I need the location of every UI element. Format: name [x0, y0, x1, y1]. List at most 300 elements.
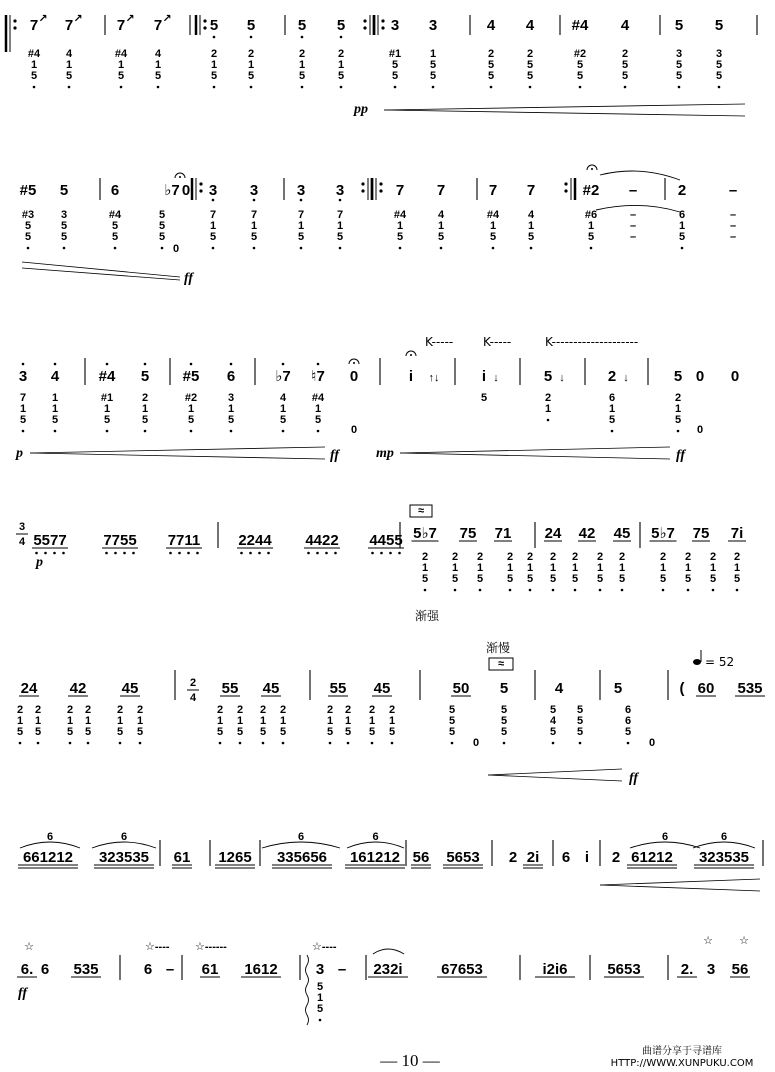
note-group: 61: [173, 849, 191, 866]
chord-note: 5: [236, 726, 244, 738]
chord-note: 2: [476, 551, 484, 563]
note-group: 5577: [33, 532, 67, 549]
octave-dot: [325, 552, 328, 555]
system-2: [20, 165, 738, 286]
chord-note: 5: [549, 704, 557, 716]
chord-note: 1: [549, 562, 557, 574]
grace-mark: ↓: [493, 372, 499, 384]
chord-note: 5: [60, 220, 68, 232]
melody-note: i: [408, 368, 414, 385]
octave-dot: [677, 430, 680, 433]
chord-note: 5: [388, 726, 396, 738]
note-group: 60: [697, 680, 715, 697]
octave-dot: [329, 742, 332, 745]
cresc-lower: [488, 775, 622, 781]
tempo-notehead: [693, 659, 701, 665]
chord-note: 2: [506, 551, 514, 563]
octave-dot: [212, 199, 215, 202]
tuplet-number: 6: [372, 831, 379, 843]
octave-dot: [371, 742, 374, 745]
note-group: 6: [40, 961, 50, 978]
note-group: 45: [613, 525, 631, 542]
rest: 0: [648, 737, 656, 749]
note-group: 24: [20, 680, 38, 697]
grace-mark: ↗: [38, 13, 48, 25]
octave-dot: [157, 86, 160, 89]
chord-note: 2: [259, 704, 267, 716]
repeat-dot: [363, 26, 366, 29]
octave-dot: [44, 552, 47, 555]
tie: [596, 205, 680, 212]
octave-dot: [62, 552, 65, 555]
chord-note: 2: [298, 48, 306, 60]
octave-dot: [87, 742, 90, 745]
chord-note: 5: [421, 573, 429, 585]
chord-note: 2: [236, 704, 244, 716]
dash: –: [629, 209, 637, 221]
chord-note: 1: [396, 220, 404, 232]
note-group: 45: [121, 680, 139, 697]
melody-note: 5: [246, 17, 256, 34]
chord-note: 1: [216, 715, 224, 727]
chord-note: 5: [576, 726, 584, 738]
chord-note: 5: [111, 231, 119, 243]
note-group: 4455: [369, 532, 403, 549]
chord-note: 1: [136, 715, 144, 727]
octave-dot: [579, 742, 582, 745]
system-6: [18, 831, 763, 891]
octave-dot: [253, 247, 256, 250]
chord-note: 3: [60, 209, 68, 221]
chord-note: 5: [576, 70, 584, 82]
octave-dot: [662, 589, 665, 592]
chord-note: 2: [451, 551, 459, 563]
octave-dot: [492, 247, 495, 250]
chord-note: 5: [259, 726, 267, 738]
octave-dot: [54, 430, 57, 433]
chord-note: 7: [250, 209, 258, 221]
time-signature-top: 2: [189, 677, 197, 689]
dash: –: [729, 220, 737, 232]
chord-note: 5: [117, 70, 125, 82]
repeat-dot: [564, 182, 567, 185]
octave-dot: [611, 430, 614, 433]
chord-note: 5: [476, 573, 484, 585]
system-4: [16, 505, 746, 623]
chord-note: 1: [30, 59, 38, 71]
dynamic-mark: ff: [184, 271, 194, 286]
footer-site-cn: 曲谱分享于寻谱库: [642, 1046, 722, 1057]
melody-note: 4: [486, 17, 496, 34]
repeat-dot: [564, 189, 567, 192]
chord-note: 5: [227, 414, 235, 426]
note-group: 6: [561, 849, 571, 866]
melody-note: 0: [349, 368, 359, 385]
melody-note: 3: [296, 182, 306, 199]
chord-note: 1: [66, 715, 74, 727]
octave-dot: [239, 742, 242, 745]
grace-mark: ↗: [73, 13, 83, 25]
chord-note: 1: [154, 59, 162, 71]
chord-note: 1: [344, 715, 352, 727]
dash: –: [729, 209, 737, 221]
chord-note: 5: [187, 414, 195, 426]
chord-note: 2: [216, 704, 224, 716]
chord-note: 2: [674, 392, 682, 404]
melody-note: ♮7: [311, 368, 325, 385]
octave-dot: [432, 86, 435, 89]
octave-dot: [178, 552, 181, 555]
octave-dot: [282, 742, 285, 745]
chord-note: 5: [396, 231, 404, 243]
chord-note: 5: [576, 704, 584, 716]
chord-note: 5: [709, 573, 717, 585]
grace-mark: ↓: [559, 372, 565, 384]
note-group: 67653: [441, 961, 483, 978]
chord-note: 5: [30, 70, 38, 82]
chord-note: 1: [209, 220, 217, 232]
chord-note: 5: [500, 704, 508, 716]
melody-note: ♭7: [164, 182, 180, 199]
octave-dot: [114, 247, 117, 250]
chord-note: 1: [571, 562, 579, 574]
octave-dot: [319, 1019, 322, 1022]
octave-dot: [187, 552, 190, 555]
chord-note: 5: [715, 70, 723, 82]
page-number: — 10 —: [380, 1051, 440, 1070]
chord-note: 5: [527, 231, 535, 243]
octave-dot: [250, 36, 253, 39]
note-group: 535: [73, 961, 99, 978]
cresc-lower: [400, 453, 670, 459]
note-group: 2i: [526, 849, 540, 866]
chord-note: 4: [549, 715, 557, 727]
chord-note: 5: [279, 726, 287, 738]
octave-dot: [454, 589, 457, 592]
chord-note: #4: [486, 209, 500, 221]
chord-note: 5: [621, 70, 629, 82]
chord-note: 1: [298, 59, 306, 71]
melody-note: 5: [336, 17, 346, 34]
melody-note: 7: [29, 17, 39, 34]
octave-dot: [230, 363, 233, 366]
melody-note: –: [728, 182, 738, 199]
note-group: 61212: [631, 849, 673, 866]
octave-dot: [250, 86, 253, 89]
octave-dot: [340, 86, 343, 89]
octave-dot: [132, 552, 135, 555]
note-group: 71: [494, 525, 512, 542]
octave-dot: [262, 742, 265, 745]
system-3: [15, 335, 739, 463]
chord-note: 5: [549, 573, 557, 585]
chord-note: 1: [659, 562, 667, 574]
chord-note: #4: [27, 48, 41, 60]
chord-note: 2: [709, 551, 717, 563]
chord-note: 3: [227, 392, 235, 404]
chord-note: 1: [506, 562, 514, 574]
octave-dot: [300, 247, 303, 250]
octave-dot: [712, 589, 715, 592]
time-signature-bottom: 4: [189, 692, 197, 704]
repeat-dot: [203, 26, 206, 29]
chord-note: 5: [51, 414, 59, 426]
trill-mark: K-----: [483, 335, 512, 349]
chord-note: 5: [344, 726, 352, 738]
repeat-dot: [361, 189, 364, 192]
dim-upper: [384, 104, 745, 110]
octave-dot: [678, 86, 681, 89]
chord-note: 1: [451, 562, 459, 574]
octave-dot: [213, 86, 216, 89]
chord-note: 2: [571, 551, 579, 563]
octave-dot: [258, 552, 261, 555]
chord-note: 5: [111, 220, 119, 232]
octave-dot: [53, 552, 56, 555]
chord-note: 5: [337, 70, 345, 82]
chord-note: 4: [65, 48, 73, 60]
system-7: [17, 935, 750, 1025]
footer-site-url: HTTP://WWW.XUNPUKU.COM: [610, 1058, 754, 1069]
note-group: 323535: [98, 849, 150, 866]
note-group: 4422: [305, 532, 339, 549]
paren: (: [679, 680, 685, 697]
chord-note: 1: [733, 562, 741, 574]
chord-note: 1: [316, 992, 324, 1004]
chord-note: 1: [236, 715, 244, 727]
chord-note: 2: [84, 704, 92, 716]
chord-note: 5: [250, 231, 258, 243]
star-mark: ☆: [24, 941, 34, 953]
octave-dot: [114, 552, 117, 555]
melody-note: 2: [607, 368, 617, 385]
repeat-dot: [361, 182, 364, 185]
dash: –: [629, 220, 637, 232]
chord-note: 7: [209, 209, 217, 221]
octave-dot: [106, 430, 109, 433]
chord-note: 2: [421, 551, 429, 563]
octave-dot: [530, 247, 533, 250]
star-mark: ☆: [739, 935, 749, 947]
rest: 0: [472, 737, 480, 749]
note-group: 323535: [698, 849, 750, 866]
chord-note: 5: [624, 726, 632, 738]
melody-note: –: [628, 182, 638, 199]
octave-dot: [394, 86, 397, 89]
chord-note: #3: [21, 209, 35, 221]
octave-dot: [144, 430, 147, 433]
octave-dot: [503, 742, 506, 745]
cresc-lower: [30, 453, 325, 459]
tempo-mark: = 52: [705, 655, 735, 669]
octave-dot: [334, 552, 337, 555]
grace-mark: ↑↓: [428, 372, 440, 384]
octave-dot: [219, 742, 222, 745]
chord-note: 5: [158, 220, 166, 232]
chord-note: 1: [388, 715, 396, 727]
chord-note: 5: [336, 231, 344, 243]
chord-note: 1: [51, 403, 59, 415]
octave-dot: [22, 430, 25, 433]
melody-note: 7: [116, 17, 126, 34]
melody-note: #2: [582, 182, 600, 199]
note-group: –: [165, 961, 175, 978]
rest: 0: [350, 424, 358, 436]
note-group: 6.: [20, 961, 34, 978]
chord-note: 5: [487, 70, 495, 82]
chord-note: #4: [393, 209, 407, 221]
melody-note: 5: [543, 368, 553, 385]
octave-dot: [624, 86, 627, 89]
chord-note: 2: [487, 48, 495, 60]
note-group: 6: [143, 961, 153, 978]
octave-dot: [529, 589, 532, 592]
octave-dot: [736, 589, 739, 592]
dim-lower: [384, 110, 745, 116]
chord-note: #1: [100, 392, 114, 404]
octave-dot: [240, 552, 243, 555]
melody-note: 5: [209, 17, 219, 34]
chord-note: 5: [316, 1003, 324, 1015]
note-group: 5653: [446, 849, 480, 866]
octave-dot: [627, 742, 630, 745]
melody-note: 7: [436, 182, 446, 199]
tuplet-number: 6: [297, 831, 305, 843]
octave-dot: [190, 430, 193, 433]
melody-note: 5: [140, 368, 150, 385]
chord-note: 1: [476, 562, 484, 574]
chord-note: 5: [587, 231, 595, 243]
note-group: 50: [452, 680, 470, 697]
chord-note: 1: [297, 220, 305, 232]
note-group: 5653: [607, 961, 641, 978]
chord-note: 1: [141, 403, 149, 415]
octave-dot: [139, 742, 142, 745]
star-mark: ☆------: [195, 941, 227, 953]
chord-note: 5: [608, 414, 616, 426]
octave-dot: [27, 247, 30, 250]
chord-note: 7: [336, 209, 344, 221]
chord-note: 5: [210, 70, 218, 82]
octave-dot: [212, 247, 215, 250]
chord-note: 2: [66, 704, 74, 716]
tuplet-number: 6: [120, 831, 128, 843]
melody-note: 3: [335, 182, 345, 199]
chord-note: 5: [526, 70, 534, 82]
chord-note: 5: [448, 715, 456, 727]
chord-note: 2: [247, 48, 255, 60]
time-signature-bottom: 4: [18, 536, 26, 548]
octave-dot: [37, 742, 40, 745]
chord-note: 3: [675, 48, 683, 60]
chord-note: 1: [421, 562, 429, 574]
note-group: 56: [412, 849, 430, 866]
chord-note: 5: [451, 573, 459, 585]
chord-note: 1: [84, 715, 92, 727]
chord-note: 5: [297, 231, 305, 243]
chord-note: 2: [684, 551, 692, 563]
octave-dot: [424, 589, 427, 592]
note-group: 1265: [218, 849, 252, 866]
chord-note: 5: [437, 231, 445, 243]
octave-dot: [301, 86, 304, 89]
melody-note: 7: [488, 182, 498, 199]
octave-dot: [253, 199, 256, 202]
chord-note: 6: [624, 715, 632, 727]
note-group: 535: [737, 680, 763, 697]
chord-note: 5: [621, 59, 629, 71]
chord-note: #2: [573, 48, 587, 60]
chord-note: 5: [326, 726, 334, 738]
chord-note: 5: [526, 59, 534, 71]
note-group: 2: [611, 849, 621, 866]
chord-note: 5: [158, 231, 166, 243]
note-group: 4: [554, 680, 564, 697]
note-group: 45: [262, 680, 280, 697]
octave-dot: [249, 552, 252, 555]
octave-dot: [718, 86, 721, 89]
time-signature-top: 3: [18, 521, 26, 533]
octave-dot: [509, 589, 512, 592]
octave-dot: [119, 742, 122, 745]
tremolo-sign: ≈: [497, 658, 505, 670]
octave-dot: [307, 552, 310, 555]
chord-note: 1: [227, 403, 235, 415]
octave-dot: [579, 86, 582, 89]
chord-note: 2: [388, 704, 396, 716]
repeat-dot: [199, 189, 202, 192]
chord-note: 6: [608, 392, 616, 404]
dynamic-mark: ff: [629, 771, 639, 786]
note-group: 232i: [373, 961, 403, 978]
system-5: [17, 640, 765, 786]
note-group: 61: [201, 961, 219, 978]
dynamic-mark: pp: [354, 102, 368, 117]
note-group: 75: [459, 525, 477, 542]
octave-dot: [687, 589, 690, 592]
chord-note: #4: [311, 392, 325, 404]
chord-note: 2: [596, 551, 604, 563]
octave-dot: [267, 552, 270, 555]
chord-note: 6: [678, 209, 686, 221]
chord-note: #6: [584, 209, 598, 221]
note-group: 7i: [730, 525, 744, 542]
note-group: 7755: [103, 532, 137, 549]
chord-note: 5: [489, 231, 497, 243]
chord-note: 1: [210, 59, 218, 71]
octave-dot: [399, 247, 402, 250]
chord-note: 5: [678, 231, 686, 243]
note-group: 2244: [238, 532, 272, 549]
chord-note: 1: [19, 403, 27, 415]
chord-note: 2: [549, 551, 557, 563]
chord-note: 5: [500, 726, 508, 738]
octave-dot: [340, 36, 343, 39]
octave-dot: [161, 247, 164, 250]
note-group: 2.: [680, 961, 694, 978]
cresc-upper: [600, 879, 760, 885]
chord-note: 2: [141, 392, 149, 404]
octave-dot: [144, 363, 147, 366]
chord-note: 5: [487, 59, 495, 71]
repeat-dot: [13, 19, 16, 22]
repeat-dot: [379, 182, 382, 185]
chord-note: #4: [114, 48, 128, 60]
octave-dot: [440, 247, 443, 250]
grace-mark: ↗: [162, 13, 172, 25]
chord-note: 2: [337, 48, 345, 60]
chord-note: 5: [429, 59, 437, 71]
